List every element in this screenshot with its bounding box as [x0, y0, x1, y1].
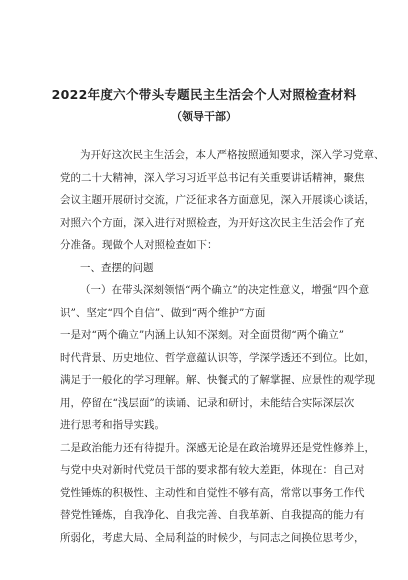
body-text-line: 分准备。现做个人对照检查如下： [60, 239, 218, 251]
body-text-line: 一、查摆的问题 [80, 261, 154, 274]
body-text-line: 进行思考和指导实践。 [60, 419, 165, 431]
body-text-line: 时代背景、历史地位、哲学意蕴认识等，学深学透还不到位。比如， [60, 351, 375, 364]
body-text-line: 与党中央对新时代党员干部的要求都有较大差距，体现在：自己对 [60, 464, 365, 476]
body-text-line: （一）在带头深刻领悟“两个确立”的决定性意义，增强“四个意 [80, 284, 370, 296]
body-text-line: 党的二十大精神，深入学习习近平总书记有关重要讲话精神，聚焦 [60, 171, 365, 184]
body-text-line: 对照六个方面，深入进行对照检查，为开好这次民主生活会作了充 [60, 216, 365, 229]
body-text-line: 满足于一般化的学习理解。解、快餐式的了解掌握、应景性的观学现 [60, 374, 375, 386]
body-text-line: 用，停留在“浅层面”的读诵、记录和研讨，未能结合实际深层次 [60, 396, 355, 409]
body-text-line: 所弱化，考虑大局、全局利益的时候少，与同志之间换位思考少， [60, 531, 365, 544]
body-text-line: 会议主题开展研讨交流，广泛征求各方面意见，深入开展谈心谈话， [60, 194, 375, 206]
body-text-line: 为开好这次民主生活会，本人严格按照通知要求，深入学习党章、 [80, 149, 385, 161]
document-title: 2022年度六个带头专题民主生活会个人对照检查材料 [51, 87, 357, 102]
body-text-line: 识”、坚定“四个自信”、做到“两个维护”方面 [60, 306, 266, 319]
body-text-line: 一是对“两个确立”内涵上认知不深刻。对全面贯彻“两个确立” [60, 329, 344, 341]
document-subtitle: （领导干部） [171, 110, 237, 123]
body-text-line: 党性锤炼的积极性、主动性和自觉性不够有高，常常以事务工作代 [60, 486, 365, 499]
document-body [60, 144, 385, 549]
body-text-line: 二是政治能力还有待提升。深感无论是在政治境界还是党性修养上， [60, 441, 375, 454]
body-text-line: 替党性锤炼，自我净化、自我完善、自我革新、自我提高的能力有 [60, 509, 365, 521]
